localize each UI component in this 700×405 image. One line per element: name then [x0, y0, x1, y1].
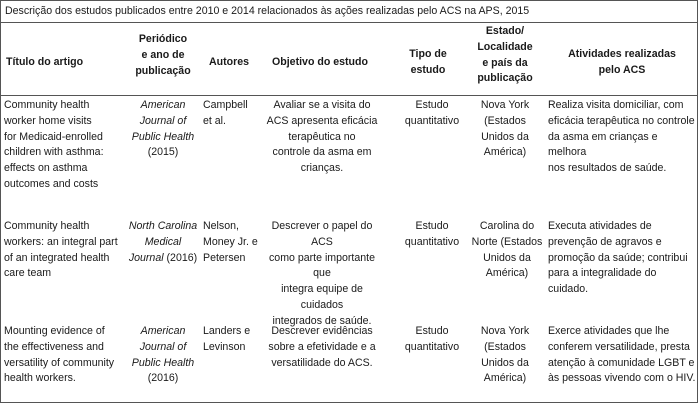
- header-divider: [0, 95, 698, 96]
- caption-divider: [0, 22, 698, 23]
- row1-periodico: American Journal of Public Health (2015): [131, 99, 195, 159]
- row3-autores: Landers e Levinson: [203, 325, 251, 353]
- row3-estado: Nova York (Estados Unidos da América): [480, 325, 530, 385]
- header-atividades: Atividades realizadas pelo ACS: [568, 48, 676, 76]
- row2-atividades: Executa atividades de prevenção de agravos e promoção da saúde; contribui para a integralidade do cuidado.: [548, 220, 688, 296]
- row3-tipo: Estudo quantitativo: [404, 325, 460, 353]
- row1-estado: Nova York (Estados Unidos da América): [480, 99, 530, 159]
- row2-objetivo: Descrever o papel do ACS como parte importante que integra equipe de cuidados integrados de saúde.: [269, 220, 375, 327]
- row3-atividades: Exerce atividades que lhe conferem versatilidade, presta atenção à comunidade LGBT e às pessoas vivendo com o HIV.: [548, 325, 696, 385]
- row1-tipo: Estudo quantitativo: [404, 99, 460, 127]
- row3-periodico: American Journal of Public Health (2016): [131, 325, 195, 385]
- row2-tipo: Estudo quantitativo: [404, 220, 460, 248]
- row1-atividades: Realiza visita domiciliar, com eficácia terapêutica no controle da asma em crianças e melhora nos resultados de saúde.: [548, 99, 695, 175]
- table-caption: Descrição dos estudos publicados entre 2010 e 2014 relacionados às ações realizadas pelo ACS na APS, 2015: [5, 5, 530, 17]
- row3-titulo: Mounting evidence of the effectiveness and versatility of community health workers.: [4, 325, 115, 385]
- header-objetivo: Objetivo do estudo: [272, 56, 368, 68]
- header-autores: Autores: [208, 56, 250, 68]
- row1-objetivo: Avaliar se a visita do ACS apresenta eficácia terapêutica no controle da asma em crianças.: [266, 99, 378, 175]
- row2-estado: Carolina do Norte (Estados Unidos da América): [471, 220, 543, 280]
- row2-titulo: Community health workers: an integral part of an integrated health care team: [4, 220, 118, 280]
- row3-objetivo: Descrever evidências sobre a efetividade e a versatilidade do ACS.: [268, 325, 376, 369]
- row1-titulo: Community health worker home visits for Medicaid-enrolled children with asthma: effects on asthma outcomes and costs: [4, 99, 104, 190]
- row2-autores: Nelson, Money Jr. e Petersen: [203, 220, 258, 264]
- header-periodico: Periódico e ano de publicação: [135, 33, 191, 77]
- row2-periodico: North Carolina Medical Journal (2016): [128, 220, 198, 264]
- header-titulo: Título do artigo: [6, 56, 84, 68]
- row1-autores: Campbell et al.: [203, 99, 248, 127]
- header-estado: Estado/ Localidade e país da publicação: [477, 25, 533, 85]
- header-tipo: Tipo de estudo: [409, 48, 447, 76]
